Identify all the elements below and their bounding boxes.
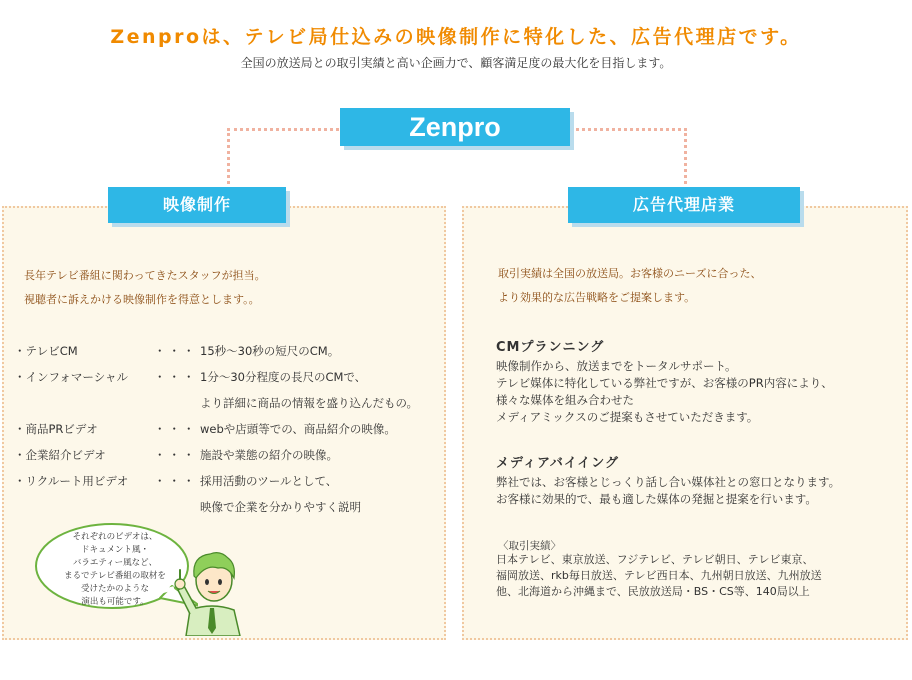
service-name: ・テレビCM [14,344,78,358]
service-name: ・インフォマーシャル [14,370,128,384]
service-dots [154,494,200,520]
service-name [14,494,154,520]
connector-right [684,128,687,190]
bubble-text [44,531,186,609]
service-desc: 採用活動のツールとして、 [200,474,338,488]
service-desc: 映像で企業を分かりやすく説明 [200,500,361,514]
service-dots [154,390,200,416]
ad-agency-tab: 広告代理店業 [568,187,800,223]
ad-agency-intro [498,262,898,310]
service-desc: より詳細に商品の情報を盛り込んだもの。 [200,396,419,410]
media-buying-text [496,474,896,508]
brand-logo: Zenpro [340,108,570,146]
service-row [14,442,444,468]
service-row [14,416,444,442]
service-row [14,364,444,390]
text-line: 弊社では、お客様とじっくり話し合い媒体社との窓口となります。 [496,475,841,489]
video-production-tab: 映像制作 [108,187,286,223]
intro-line: 長年テレビ番組に関わってきたスタッフが担当。 [24,269,266,282]
cm-planning-text [496,358,896,426]
service-desc: webや店頭等での、商品紹介の映像。 [200,422,396,436]
connector-left [227,128,230,190]
bubble-line: それぞれのビデオは、 [72,532,158,542]
service-name: ・企業紹介ビデオ [14,448,106,462]
text-line: 様々な媒体を組み合わせた [496,393,634,407]
intro-line: 取引実績は全国の放送局。お客様のニーズに合った、 [498,267,762,280]
service-row [14,468,444,494]
bubble-line: バラエティー風など、 [72,558,158,568]
service-name [14,390,154,416]
page-headline: Zenproは、テレビ局仕込みの映像制作に特化した、広告代理店です。 [110,26,802,48]
cm-planning-title: CMプランニング [496,340,605,355]
service-dots: ・・・ [154,370,198,384]
service-list [14,338,444,520]
bubble-line: ドキュメント風・ [80,545,149,555]
service-dots: ・・・ [154,474,198,488]
service-row [14,390,444,416]
service-dots: ・・・ [154,344,198,358]
service-row [14,338,444,364]
media-buying-title: メディアバイイング [496,456,620,471]
text-line: お客様に効果的で、最も適した媒体の発掘と提案を行います。 [496,492,817,506]
service-dots: ・・・ [154,422,198,436]
bubble-line: 受けたかのような [80,584,149,594]
text-line: 映像制作から、放送までをトータルサポート。 [496,359,737,373]
bubble-line: 演出も可能です。 [81,597,149,607]
page-subline: 全国の放送局との取引実績と高い企画力で、顧客満足度の最大化を目指します。 [240,56,672,70]
service-row [14,494,444,520]
service-desc: 15秒～30秒の短尺のCM。 [200,344,340,358]
intro-line: より効果的な広告戦略をご提案します。 [498,291,696,304]
bubble-line: まるでテレビ番組の取材を [64,571,166,581]
service-dots: ・・・ [154,448,198,462]
records-list [496,552,896,600]
service-desc: 1分～30分程度の長尺のCMで、 [200,370,367,384]
record-line: 日本テレビ、東京放送、フジテレビ、テレビ朝日、テレビ東京、 [496,553,814,566]
service-desc: 施設や業態の紹介の映像。 [200,448,338,462]
staff-character-illustration [172,544,252,636]
text-line: テレビ媒体に特化している弊社ですが、お客様のPR内容により、 [496,376,833,390]
record-line: 他、北海道から沖縄まで、民放放送局・BS・CS等、140局以上 [496,585,810,598]
records-label: 〈取引実績〉 [498,540,561,552]
text-line: メディアミックスのご提案もさせていただきます。 [496,410,759,424]
service-name: ・リクルート用ビデオ [14,474,129,488]
record-line: 福岡放送、rkb毎日放送、テレビ西日本、九州朝日放送、九州放送 [496,569,822,582]
service-name: ・商品PRビデオ [14,422,98,436]
video-production-intro [24,264,424,312]
intro-line: 視聴者に訴えかける映像制作を得意とします。。 [24,293,260,306]
